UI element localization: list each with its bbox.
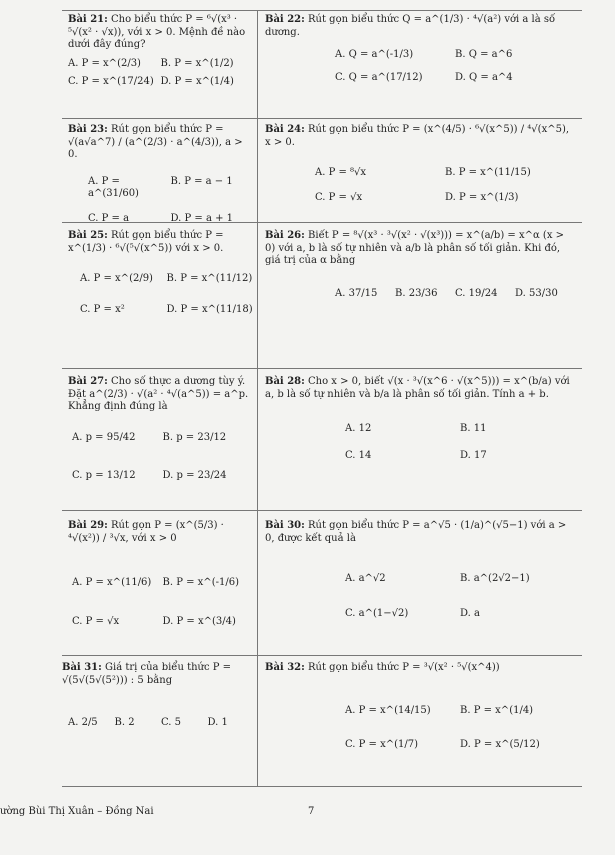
exercise-27 xyxy=(68,376,253,483)
page-number: 7 xyxy=(308,806,315,817)
option-a: A. P = x^(2/3) xyxy=(68,57,141,69)
exercise-title: Bài 27: xyxy=(68,376,108,387)
option-d: D. 1 xyxy=(207,717,228,728)
option-c: C. P = √x xyxy=(72,615,120,627)
exercise-title: Bài 24: xyxy=(265,124,305,135)
row-divider xyxy=(62,786,582,787)
exercise-29 xyxy=(68,520,253,628)
option-a: A. P = x^(14/15) xyxy=(345,704,431,716)
exercise-25 xyxy=(68,230,253,316)
exercise-title: Bài 29: xyxy=(68,520,108,531)
option-b: B. 11 xyxy=(460,423,487,434)
option-b: B. a^(2√2−1) xyxy=(460,573,530,584)
exercise-32 xyxy=(265,662,575,752)
option-d: D. P = x^(5/12) xyxy=(460,739,540,750)
option-d: D. P = a + 1 xyxy=(170,212,234,224)
option-a: A. P = ⁸√x xyxy=(315,167,367,178)
option-b: B. P = x^(1/4) xyxy=(460,704,534,716)
exercise-title: Bài 30: xyxy=(265,520,305,531)
exercise-21 xyxy=(68,14,253,89)
exercise-23 xyxy=(68,124,253,225)
option-d: D. P = x^(1/3) xyxy=(445,191,519,203)
exercise-30 xyxy=(265,520,575,620)
exercise-text: Rút gọn biểu thức P = ³√(x² · ⁵√(x^4)) xyxy=(308,662,500,673)
exercise-text: Cho số thực a dương tùy ý. Đặt a^(2/3) · √(a² · ⁴√(a^5)) = a^p. Khẳng định đúng là xyxy=(68,376,249,412)
option-b: B. P = x^(11/12) xyxy=(166,273,253,284)
option-d: D. P = x^(1/4) xyxy=(160,76,234,87)
option-b: B. Q = a^6 xyxy=(455,49,513,60)
exercise-text: Cho biểu thức P = ⁶√(x³ · ⁵√(x² · √x)), với x > 0. Mệnh đề nào dưới đây đúng? xyxy=(68,14,246,50)
option-c: C. p = 13/12 xyxy=(72,470,136,481)
exercise-31 xyxy=(62,662,254,730)
exercise-text: Cho x > 0, biết √(x · ³√(x^6 · √(x^5))) = x^(b/a) với a, b là số tự nhiên và b/a là phân số tối giản. Tính a + b. xyxy=(265,376,570,400)
exercise-title: Bài 25: xyxy=(68,230,108,241)
row-divider xyxy=(62,10,582,11)
option-a: A. P = x^(2/9) xyxy=(80,273,153,284)
exercise-text: Rút gọn biểu thức P = √(a√a^7) / (a^(2/3) · a^(4/3)), a > 0. xyxy=(68,124,243,160)
exercise-26 xyxy=(265,230,575,300)
row-divider xyxy=(62,510,582,511)
option-a: A. 2/5 xyxy=(68,717,98,728)
option-c: C. P = a xyxy=(88,212,130,224)
exercise-title: Bài 21: xyxy=(68,14,108,25)
exercise-text: Biết P = ⁸√(x³ · ³√(x² · √(x³))) = x^(a/b) = x^α (x > 0) với a, b là số tự nhiên và a/b là phân số tối giản. Khi đó, giá trị của α bằng xyxy=(265,230,565,266)
option-d: D. 53/30 xyxy=(515,287,558,299)
option-c: C. P = x^(1/7) xyxy=(345,739,419,750)
exercise-title: Bài 26: xyxy=(265,230,305,241)
option-c: C. 14 xyxy=(345,449,372,461)
exercise-text: Rút gọn biểu thức Q = a^(1/3) · ⁴√(a²) với a là số dương. xyxy=(265,14,556,38)
option-b: B. P = x^(-1/6) xyxy=(162,577,239,588)
option-c: C. P = √x xyxy=(315,191,363,203)
row-divider xyxy=(62,655,582,656)
option-c: C. a^(1−√2) xyxy=(345,607,409,619)
option-d: D. 17 xyxy=(460,449,487,461)
school-name: ường Bùi Thị Xuân – Đồng Nai xyxy=(0,806,154,817)
option-c: C. Q = a^(17/12) xyxy=(335,71,423,83)
option-a: A. Q = a^(-1/3) xyxy=(335,49,414,60)
exercise-title: Bài 31: xyxy=(62,662,102,673)
exercise-title: Bài 22: xyxy=(265,14,305,25)
option-b: B. P = x^(11/15) xyxy=(445,167,531,178)
row-divider xyxy=(62,368,582,369)
exercise-28 xyxy=(265,376,575,462)
exercise-24 xyxy=(265,124,575,204)
option-d: D. P = x^(3/4) xyxy=(162,615,236,627)
row-divider xyxy=(62,118,582,119)
option-a: A. 12 xyxy=(345,423,372,434)
page-footer xyxy=(0,806,315,817)
exercise-title: Bài 32: xyxy=(265,662,305,673)
option-a: A. p = 95/42 xyxy=(72,431,136,443)
exercise-title: Bài 28: xyxy=(265,376,305,387)
option-d: D. Q = a^4 xyxy=(455,71,513,83)
exercise-title: Bài 23: xyxy=(68,124,108,135)
option-c: C. 19/24 xyxy=(455,287,498,299)
option-c: C. P = x^(17/24) xyxy=(68,76,154,87)
option-b: B. 23/36 xyxy=(395,287,438,299)
exercise-text: Rút gọn biểu thức P = x^(1/3) · ⁶√(⁵√(x^5)) với x > 0. xyxy=(68,230,224,254)
exercise-22 xyxy=(265,14,575,84)
option-d: D. P = x^(11/18) xyxy=(166,303,253,315)
exercise-text: Rút gọn P = (x^(5/3) · ⁴√(x²)) / ³√x, với x > 0 xyxy=(68,520,224,544)
option-d: D. a xyxy=(460,607,480,619)
option-c: C. 5 xyxy=(161,717,182,728)
option-d: D. p = 23/24 xyxy=(162,470,227,481)
option-a: A. a^√2 xyxy=(345,573,386,584)
exercise-text: Rút gọn biểu thức P = (x^(4/5) · ⁶√(x^5)) / ⁴√(x^5), x > 0. xyxy=(265,124,570,148)
option-b: B. 2 xyxy=(114,717,135,728)
option-b: B. P = a − 1 xyxy=(170,175,233,187)
column-divider xyxy=(257,10,258,786)
option-a: A. 37/15 xyxy=(335,287,378,299)
option-c: C. P = x² xyxy=(80,303,125,315)
option-b: B. P = x^(1/2) xyxy=(160,57,234,69)
exercise-text: Rút gọn biểu thức P = a^√5 · (1/a)^(√5−1) với a > 0, được kết quả là xyxy=(265,520,567,544)
option-a: A. P = x^(11/6) xyxy=(72,577,152,588)
option-a: A. P = a^(31/60) xyxy=(88,175,139,199)
option-b: B. p = 23/12 xyxy=(162,431,227,443)
exercise-text: Giá trị của biểu thức P = √(5√(5√(5²))) : 5 bằng xyxy=(62,662,232,686)
